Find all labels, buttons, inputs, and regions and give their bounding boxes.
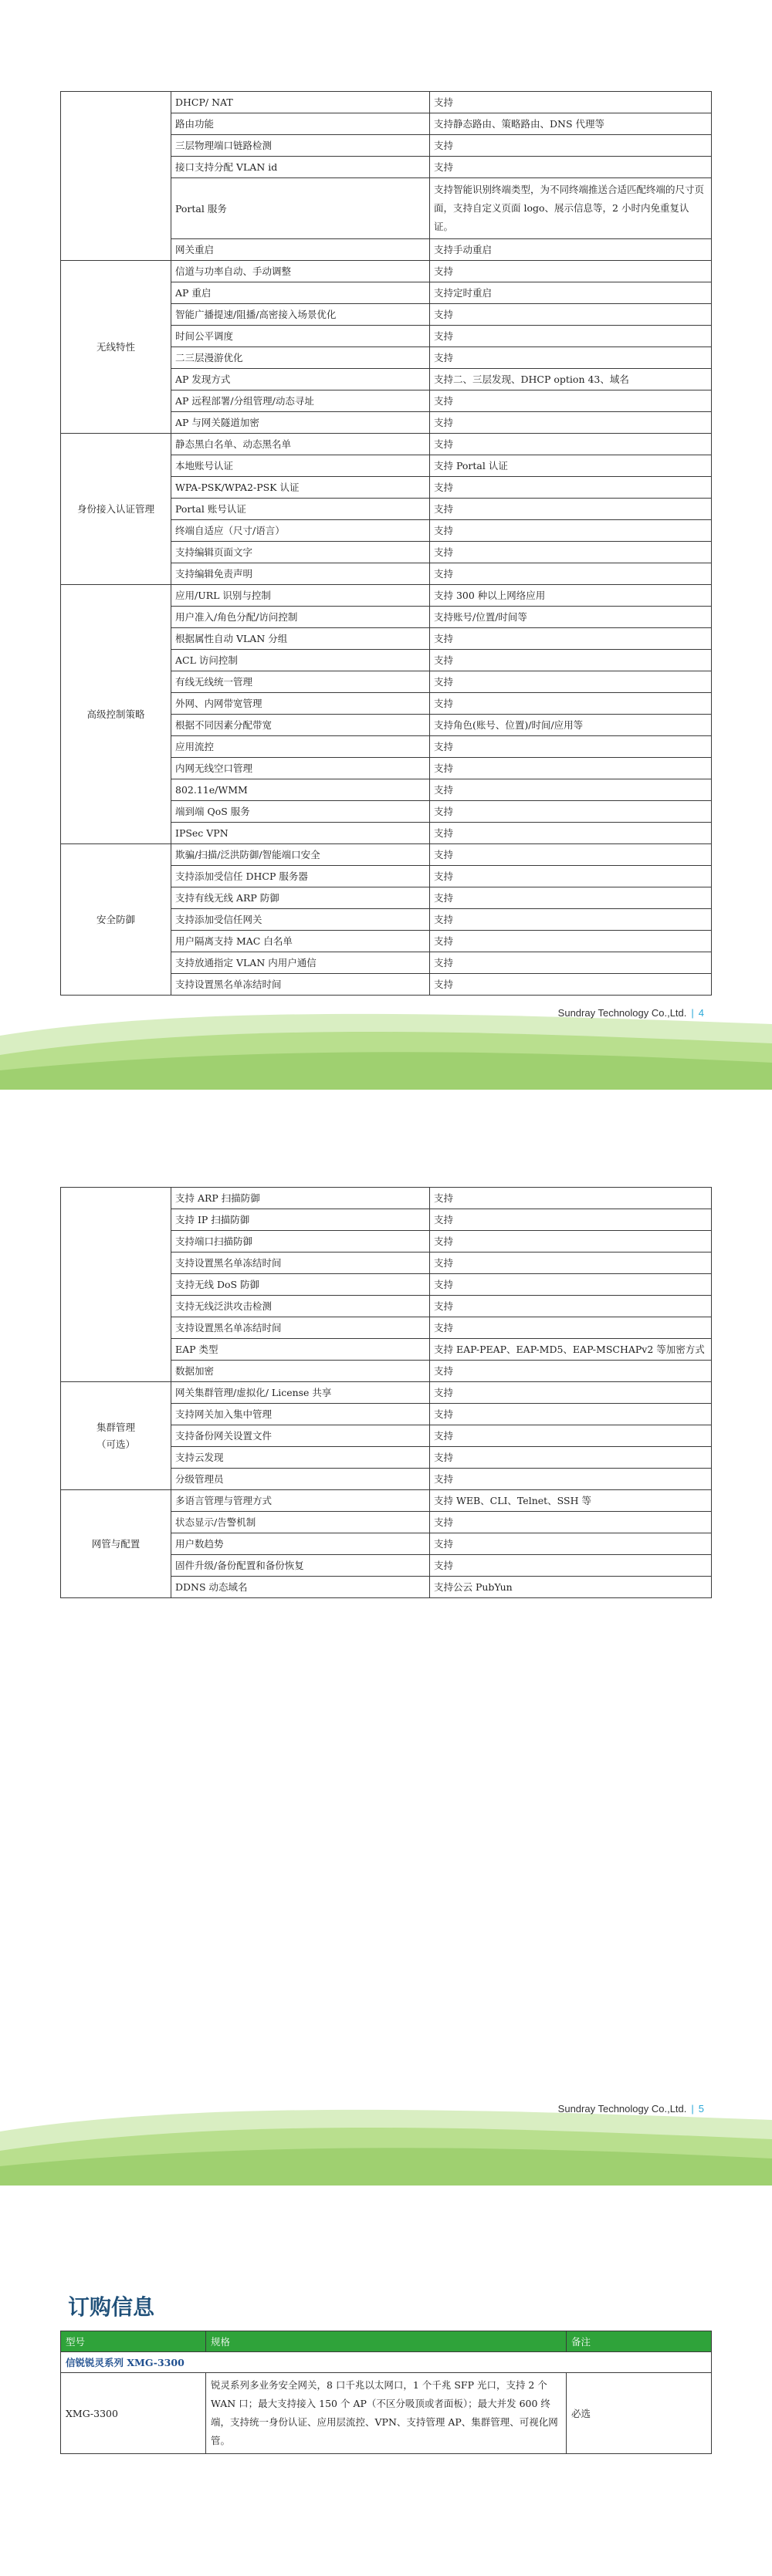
- support-cell: 支持: [430, 326, 712, 347]
- support-cell: 支持: [430, 1209, 712, 1231]
- feature-cell: 支持设置黑名单冻结时间: [171, 1317, 430, 1339]
- support-cell: 支持: [430, 650, 712, 671]
- item-spec: 锐灵系列多业务安全网关，8 口千兆以太网口，1 个千兆 SFP 光口，支持 2 个 WAN 口；最大支持接入 150 个 AP（不区分吸顶或者面板）；最大并发 600 终端，支持统一身份认证、应用层流控、VPN、支持管理 AP、集群管理、可视化网管。: [206, 2373, 567, 2454]
- order-item-row: [61, 2373, 712, 2454]
- support-cell: 支持: [430, 304, 712, 326]
- feature-cell: 支持端口扫描防御: [171, 1231, 430, 1253]
- feature-cell: 支持有线无线 ARP 防御: [171, 887, 430, 909]
- feature-cell: 本地账号认证: [171, 455, 430, 477]
- feature-cell: 有线无线统一管理: [171, 671, 430, 693]
- support-cell: 支持: [430, 92, 712, 113]
- support-cell: 支持: [430, 1533, 712, 1555]
- feature-cell: Portal 账号认证: [171, 499, 430, 520]
- decorative-wave: [0, 989, 772, 1090]
- feature-cell: 支持设置黑名单冻结时间: [171, 1253, 430, 1274]
- support-cell: 支持: [430, 736, 712, 758]
- support-cell: 支持手动重启: [430, 239, 712, 261]
- support-cell: 支持: [430, 693, 712, 715]
- feature-cell: 支持 ARP 扫描防御: [171, 1188, 430, 1209]
- feature-cell: 支持无线泛洪攻击检测: [171, 1296, 430, 1317]
- feature-cell: 智能广播提速/阻播/高密接入场景优化: [171, 304, 430, 326]
- feature-cell: 支持设置黑名单冻结时间: [171, 974, 430, 996]
- category-cell: 网管与配置: [61, 1490, 171, 1598]
- feature-cell: 应用流控: [171, 736, 430, 758]
- support-cell: 支持: [430, 412, 712, 434]
- order-table-header: [61, 2331, 712, 2352]
- support-cell: 支持: [430, 1296, 712, 1317]
- support-cell: 支持: [430, 1512, 712, 1533]
- support-cell: 支持: [430, 135, 712, 157]
- support-cell: 支持: [430, 801, 712, 823]
- footer-separator: |: [691, 2103, 694, 2115]
- footer-page-number: 4: [698, 1007, 704, 1019]
- support-cell: 支持: [430, 779, 712, 801]
- support-cell: 支持: [430, 1317, 712, 1339]
- feature-cell: 终端自适应（尺寸/语言）: [171, 520, 430, 542]
- feature-cell: 固件升级/备份配置和备份恢复: [171, 1555, 430, 1577]
- support-cell: 支持: [430, 909, 712, 931]
- footer-company: Sundray Technology Co.,Ltd.: [557, 2103, 687, 2115]
- feature-cell: 支持添加受信任 DHCP 服务器: [171, 866, 430, 887]
- support-cell: 支持: [430, 1469, 712, 1490]
- table-row: [61, 1490, 712, 1512]
- table-row: [61, 1188, 712, 1209]
- item-model: XMG-3300: [61, 2373, 206, 2454]
- support-cell: 支持: [430, 887, 712, 909]
- feature-cell: 支持网关加入集中管理: [171, 1404, 430, 1425]
- feature-cell: 支持编辑页面文字: [171, 542, 430, 563]
- feature-cell: 支持备份网关设置文件: [171, 1425, 430, 1447]
- table-row: [61, 585, 712, 607]
- support-cell: 支持: [430, 1404, 712, 1425]
- footer-company: Sundray Technology Co.,Ltd.: [557, 1007, 687, 1019]
- support-cell: 支持: [430, 844, 712, 866]
- support-cell: 支持: [430, 1425, 712, 1447]
- page-footer: [558, 1007, 704, 1019]
- feature-cell: 状态显示/告警机制: [171, 1512, 430, 1533]
- series-label: 信锐锐灵系列 XMG-3300: [61, 2352, 712, 2373]
- feature-cell: Portal 服务: [171, 178, 430, 239]
- support-cell: 支持 Portal 认证: [430, 455, 712, 477]
- support-cell: 支持公云 PubYun: [430, 1577, 712, 1598]
- feature-cell: 根据属性自动 VLAN 分组: [171, 628, 430, 650]
- feature-cell: 内网无线空口管理: [171, 758, 430, 779]
- feature-cell: ACL 访问控制: [171, 650, 430, 671]
- feature-cell: 欺骗/扫描/泛洪防御/智能端口安全: [171, 844, 430, 866]
- table-row: [61, 844, 712, 866]
- support-cell: 支持: [430, 1447, 712, 1469]
- support-cell: 支持 300 种以上网络应用: [430, 585, 712, 607]
- feature-cell: 外网、内网带宽管理: [171, 693, 430, 715]
- footer-page-number: 5: [698, 2103, 704, 2115]
- feature-cell: 应用/URL 识别与控制: [171, 585, 430, 607]
- feature-cell: 支持放通指定 VLAN 内用户通信: [171, 952, 430, 974]
- category-cell: [61, 92, 171, 261]
- feature-cell: 信道与功率自动、手动调整: [171, 261, 430, 282]
- order-series-row: [61, 2352, 712, 2373]
- feature-cell: AP 发现方式: [171, 369, 430, 390]
- feature-cell: 网关集群管理/虚拟化/ License 共享: [171, 1382, 430, 1404]
- order-section-title: 订购信息: [68, 2294, 155, 2320]
- category-cell: 身份接入认证管理: [61, 434, 171, 585]
- feature-cell: 静态黑白名单、动态黑名单: [171, 434, 430, 455]
- feature-cell: EAP 类型: [171, 1339, 430, 1361]
- support-cell: 支持二、三层发现、DHCP option 43、域名: [430, 369, 712, 390]
- feature-cell: 用户准入/角色分配/访问控制: [171, 607, 430, 628]
- category-cell: 集群管理 （可选）: [61, 1382, 171, 1490]
- table-row: [61, 261, 712, 282]
- support-cell: 支持: [430, 499, 712, 520]
- support-cell: 支持: [430, 261, 712, 282]
- table-row: [61, 92, 712, 113]
- feature-cell: 用户隔离支持 MAC 白名单: [171, 931, 430, 952]
- feature-cell: 根据不同因素分配带宽: [171, 715, 430, 736]
- page-5: [0, 1096, 772, 2192]
- support-cell: 支持: [430, 520, 712, 542]
- feature-cell: WPA-PSK/WPA2-PSK 认证: [171, 477, 430, 499]
- feature-cell: 端到端 QoS 服务: [171, 801, 430, 823]
- feature-cell: 用户数趋势: [171, 1533, 430, 1555]
- support-cell: 支持: [430, 952, 712, 974]
- feature-cell: 接口支持分配 VLAN id: [171, 157, 430, 178]
- page-order-info: [0, 2192, 772, 2576]
- feature-cell: 二三层漫游优化: [171, 347, 430, 369]
- spec-table-page-5: [60, 1187, 712, 1598]
- support-cell: 支持 WEB、CLI、Telnet、SSH 等: [430, 1490, 712, 1512]
- decorative-wave: [0, 2085, 772, 2186]
- feature-cell: AP 重启: [171, 282, 430, 304]
- feature-cell: DDNS 动态域名: [171, 1577, 430, 1598]
- header-note: 备注: [567, 2331, 712, 2352]
- category-cell: 无线特性: [61, 261, 171, 434]
- support-cell: 支持账号/位置/时间等: [430, 607, 712, 628]
- header-spec: 规格: [206, 2331, 567, 2352]
- support-cell: 支持: [430, 1555, 712, 1577]
- feature-cell: 网关重启: [171, 239, 430, 261]
- support-cell: 支持: [430, 1231, 712, 1253]
- support-cell: 支持: [430, 1253, 712, 1274]
- table-row: [61, 434, 712, 455]
- support-cell: 支持: [430, 390, 712, 412]
- page-4: [0, 0, 772, 1096]
- support-cell: 支持: [430, 157, 712, 178]
- feature-cell: 路由功能: [171, 113, 430, 135]
- feature-cell: 数据加密: [171, 1361, 430, 1382]
- page-footer: [558, 2103, 704, 2115]
- support-cell: 支持: [430, 1382, 712, 1404]
- feature-cell: 支持编辑免责声明: [171, 563, 430, 585]
- support-cell: 支持定时重启: [430, 282, 712, 304]
- support-cell: 支持: [430, 931, 712, 952]
- support-cell: 支持 EAP-PEAP、EAP-MD5、EAP-MSCHAPv2 等加密方式: [430, 1339, 712, 1361]
- header-model: 型号: [61, 2331, 206, 2352]
- support-cell: 支持角色(账号、位置)/时间/应用等: [430, 715, 712, 736]
- support-cell: 支持: [430, 434, 712, 455]
- support-cell: 支持: [430, 563, 712, 585]
- category-cell: 高级控制策略: [61, 585, 171, 844]
- feature-cell: AP 与网关隧道加密: [171, 412, 430, 434]
- feature-cell: 支持 IP 扫描防御: [171, 1209, 430, 1231]
- support-cell: 支持: [430, 866, 712, 887]
- support-cell: 支持智能识别终端类型，为不同终端推送合适匹配终端的尺寸页面，支持自定义页面 logo、展示信息等，2 小时内免重复认证。: [430, 178, 712, 239]
- support-cell: 支持: [430, 823, 712, 844]
- feature-cell: 三层物理端口链路检测: [171, 135, 430, 157]
- support-cell: 支持: [430, 347, 712, 369]
- table-row: [61, 1382, 712, 1404]
- category-cell: [61, 1188, 171, 1382]
- feature-cell: 分级管理员: [171, 1469, 430, 1490]
- support-cell: 支持: [430, 1361, 712, 1382]
- spec-table-page-4: [60, 91, 712, 996]
- support-cell: 支持: [430, 477, 712, 499]
- feature-cell: 支持添加受信任网关: [171, 909, 430, 931]
- support-cell: 支持: [430, 1188, 712, 1209]
- support-cell: 支持: [430, 974, 712, 996]
- support-cell: 支持: [430, 542, 712, 563]
- item-note: 必选: [567, 2373, 712, 2454]
- feature-cell: AP 远程部署/分组管理/动态寻址: [171, 390, 430, 412]
- order-table: [60, 2331, 712, 2454]
- feature-cell: DHCP/ NAT: [171, 92, 430, 113]
- feature-cell: 时间公平调度: [171, 326, 430, 347]
- footer-separator: |: [691, 1007, 694, 1019]
- category-cell: 安全防御: [61, 844, 171, 996]
- support-cell: 支持: [430, 671, 712, 693]
- feature-cell: 支持云发现: [171, 1447, 430, 1469]
- feature-cell: 多语言管理与管理方式: [171, 1490, 430, 1512]
- feature-cell: 802.11e/WMM: [171, 779, 430, 801]
- feature-cell: IPSec VPN: [171, 823, 430, 844]
- support-cell: 支持: [430, 628, 712, 650]
- support-cell: 支持: [430, 758, 712, 779]
- support-cell: 支持静态路由、策略路由、DNS 代理等: [430, 113, 712, 135]
- support-cell: 支持: [430, 1274, 712, 1296]
- feature-cell: 支持无线 DoS 防御: [171, 1274, 430, 1296]
